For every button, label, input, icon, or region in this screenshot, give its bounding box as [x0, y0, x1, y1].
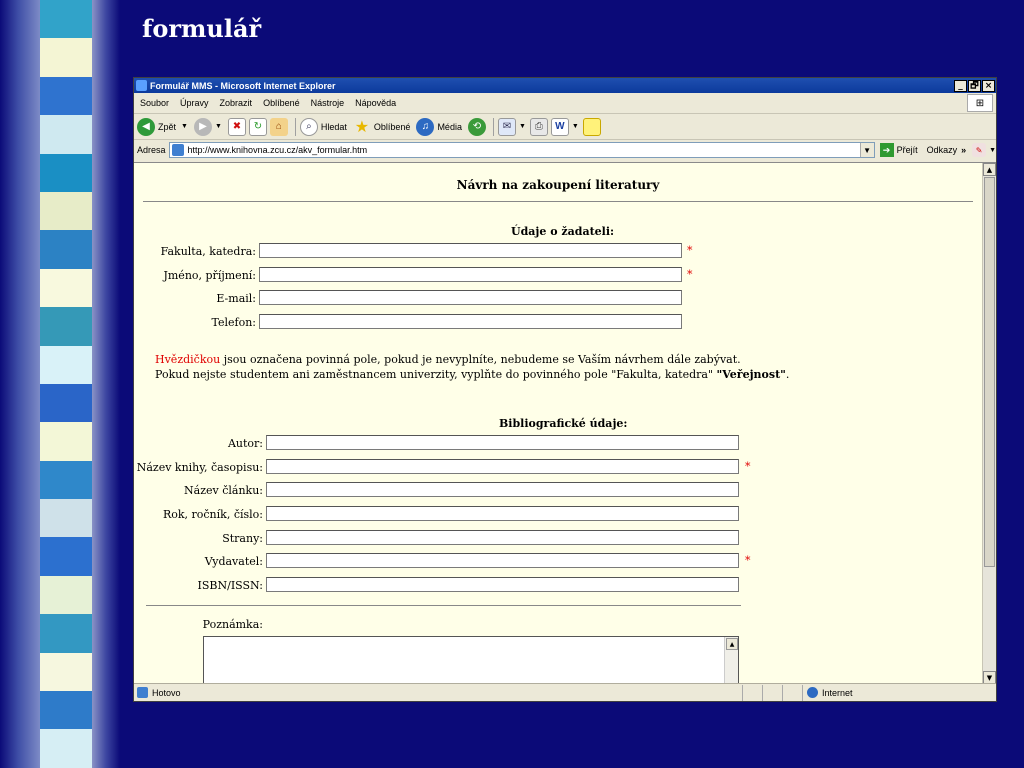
- field-label: Název článku:: [184, 484, 263, 497]
- phone-input[interactable]: [259, 314, 682, 329]
- page-icon: [172, 144, 184, 156]
- email-field[interactable]: [259, 290, 682, 305]
- toolbar: [134, 114, 996, 140]
- strip-block: [40, 729, 92, 767]
- pdf-dropdown-icon[interactable]: ▼: [989, 146, 996, 154]
- forward-button[interactable]: [194, 118, 222, 136]
- status-text: Hotovo: [152, 687, 181, 698]
- address-field[interactable]: [169, 142, 875, 158]
- status-cell: [742, 685, 762, 701]
- publisher-input[interactable]: [266, 553, 739, 568]
- print-icon[interactable]: ⎙: [530, 118, 548, 136]
- strip-shade-left: [0, 0, 40, 768]
- strip-block: [40, 230, 92, 268]
- menu-oblibene[interactable]: Oblíbené: [263, 98, 300, 108]
- page-heading: Návrh na zakoupení literatury: [456, 178, 660, 192]
- word-edit-icon[interactable]: W: [551, 118, 569, 136]
- note-line1: jsou označena povinná pole, pokud je nevyplníte, nebudeme se Vaším návrhem dále zabývat.: [220, 353, 741, 366]
- page-scrollbar[interactable]: [982, 163, 996, 683]
- history-icon[interactable]: ⟲: [468, 118, 486, 136]
- field-label: Rok, ročník, číslo:: [162, 508, 263, 521]
- mail-icon[interactable]: ✉: [498, 118, 516, 136]
- field-label: Název knihy, časopisu:: [136, 461, 263, 474]
- forward-arrow-icon: ▶: [194, 118, 212, 136]
- maximize-button[interactable]: 🗗: [968, 80, 981, 92]
- year-volume-input[interactable]: [266, 506, 739, 521]
- close-button[interactable]: ×: [982, 80, 995, 92]
- required-mark: *: [687, 244, 693, 257]
- page-viewport: [134, 162, 996, 683]
- required-mark: *: [687, 268, 693, 281]
- strip-block: [40, 461, 92, 499]
- note-label: Poznámka:: [202, 618, 263, 631]
- biblio-heading: Bibliografické údaje:: [499, 417, 628, 430]
- field-label: Fakulta, katedra:: [160, 245, 256, 258]
- messenger-note-icon[interactable]: [583, 118, 601, 136]
- required-mark: *: [745, 460, 751, 473]
- back-label: Zpět: [158, 121, 177, 132]
- decorative-strip: [0, 0, 120, 768]
- star-icon: ★: [354, 118, 370, 136]
- strip-block: [40, 614, 92, 652]
- biblio-divider: [146, 605, 741, 606]
- back-arrow-icon: ◀: [137, 118, 155, 136]
- article-title-input[interactable]: [266, 482, 739, 497]
- strip-block: [40, 653, 92, 691]
- go-button[interactable]: [880, 143, 918, 157]
- strip-block: [40, 192, 92, 230]
- edit-dropdown-icon[interactable]: ▼: [571, 123, 579, 130]
- go-label: Přejít: [896, 145, 918, 155]
- heading-divider: [143, 201, 973, 202]
- textarea-scrollbar[interactable]: [724, 637, 738, 683]
- required-mark: *: [745, 554, 751, 567]
- slide-title: formulář: [142, 14, 262, 43]
- address-dropdown-icon[interactable]: ▼: [860, 143, 874, 157]
- pages-input[interactable]: [266, 530, 739, 545]
- address-label: Adresa: [137, 145, 166, 155]
- media-label: Média: [437, 121, 462, 132]
- back-dropdown-icon[interactable]: ▼: [181, 123, 188, 130]
- media-icon: ♫: [416, 118, 434, 136]
- stop-icon[interactable]: ✖: [228, 118, 246, 136]
- strip-shade-right: [92, 0, 120, 768]
- strip-block: [40, 499, 92, 537]
- menu-nastroje[interactable]: Nástroje: [310, 98, 345, 108]
- go-arrow-icon: ➔: [880, 143, 894, 157]
- search-label: Hledat: [320, 121, 347, 132]
- menu-zobrazit[interactable]: Zobrazit: [219, 98, 253, 108]
- scroll-down-icon[interactable]: ▼: [983, 671, 996, 683]
- note-line2-end: .: [785, 368, 790, 381]
- zone-label: Internet: [822, 687, 853, 698]
- field-label: ISBN/ISSN:: [197, 579, 263, 592]
- ie-icon: [136, 80, 147, 91]
- strip-block: [40, 384, 92, 422]
- menu-soubor[interactable]: Soubor: [140, 98, 170, 108]
- menu-upravy[interactable]: Úpravy: [180, 98, 209, 108]
- field-label: Telefon:: [211, 316, 256, 329]
- strip-block: [40, 576, 92, 614]
- title-bar: [134, 78, 996, 93]
- note-red-word: Hvězdičkou: [155, 353, 221, 366]
- strip-block: [40, 38, 92, 76]
- note-line2-bold: "Veřejnost": [716, 368, 786, 381]
- applicant-heading: Údaje o žadateli:: [511, 225, 615, 238]
- status-cell: [782, 685, 802, 701]
- links-toolbar[interactable]: Odkazy: [926, 145, 958, 155]
- author-input[interactable]: [266, 435, 739, 450]
- strip-block: [40, 346, 92, 384]
- scroll-up-icon[interactable]: ▲: [983, 163, 996, 176]
- scroll-up-icon[interactable]: ▲: [726, 638, 738, 650]
- strip-block: [40, 422, 92, 460]
- refresh-icon[interactable]: ↻: [249, 118, 267, 136]
- forward-dropdown-icon[interactable]: ▼: [214, 123, 222, 130]
- search-icon: ⌕: [300, 118, 318, 136]
- strip-block: [40, 115, 92, 153]
- address-bar: [134, 140, 996, 160]
- security-zone: [802, 685, 996, 701]
- search-button[interactable]: [300, 118, 347, 136]
- field-label: Jméno, příjmení:: [163, 269, 256, 282]
- mail-dropdown-icon[interactable]: ▼: [518, 123, 526, 130]
- window-title: Formulář MMS - Microsoft Internet Explorer: [150, 80, 336, 91]
- name-input[interactable]: [259, 267, 682, 282]
- status-cell: [762, 685, 782, 701]
- browser-window: [133, 77, 997, 702]
- scroll-thumb[interactable]: [984, 177, 995, 567]
- windows-flag-icon: ⊞: [967, 94, 993, 112]
- toolbar-separator: [493, 118, 494, 136]
- strip-block: [40, 0, 92, 38]
- note-line2: Pokud nejste studentem ani zaměstnancem univerzity, vyplňte do povinného pole "Fakulta, katedra": [155, 368, 717, 381]
- book-title-input[interactable]: [266, 459, 739, 474]
- globe-icon: [807, 687, 818, 698]
- note-textarea[interactable]: [203, 636, 739, 683]
- menu-napoveda[interactable]: Nápověda: [355, 98, 397, 108]
- back-button[interactable]: [137, 118, 188, 136]
- home-icon[interactable]: ⌂: [270, 118, 288, 136]
- strip-block: [40, 537, 92, 575]
- faculty-input[interactable]: [259, 243, 682, 258]
- chevron-right-icon[interactable]: »: [961, 145, 967, 155]
- status-cells: [742, 685, 996, 701]
- field-label: Strany:: [222, 532, 263, 545]
- favorites-button[interactable]: [353, 118, 411, 136]
- minimize-button[interactable]: _: [954, 80, 967, 92]
- strip-block: [40, 691, 92, 729]
- media-button[interactable]: [416, 118, 462, 136]
- strip-block: [40, 154, 92, 192]
- favorites-label: Oblíbené: [373, 121, 411, 132]
- menu-bar: [134, 93, 996, 114]
- strip-block: [40, 307, 92, 345]
- strip-blocks: [40, 0, 92, 768]
- pdf-icon[interactable]: ✎: [972, 143, 986, 157]
- strip-block: [40, 77, 92, 115]
- address-url[interactable]: http://www.knihovna.zcu.cz/akv_formular.htm: [187, 145, 368, 155]
- required-note: [155, 352, 855, 382]
- toolbar-separator: [295, 118, 296, 136]
- field-label: Autor:: [227, 437, 263, 450]
- isbn-input[interactable]: [266, 577, 739, 592]
- page-status-icon: [137, 687, 148, 698]
- field-label: Vydavatel:: [204, 555, 263, 568]
- field-label: E-mail:: [216, 292, 256, 305]
- status-bar: [134, 683, 996, 701]
- strip-block: [40, 269, 92, 307]
